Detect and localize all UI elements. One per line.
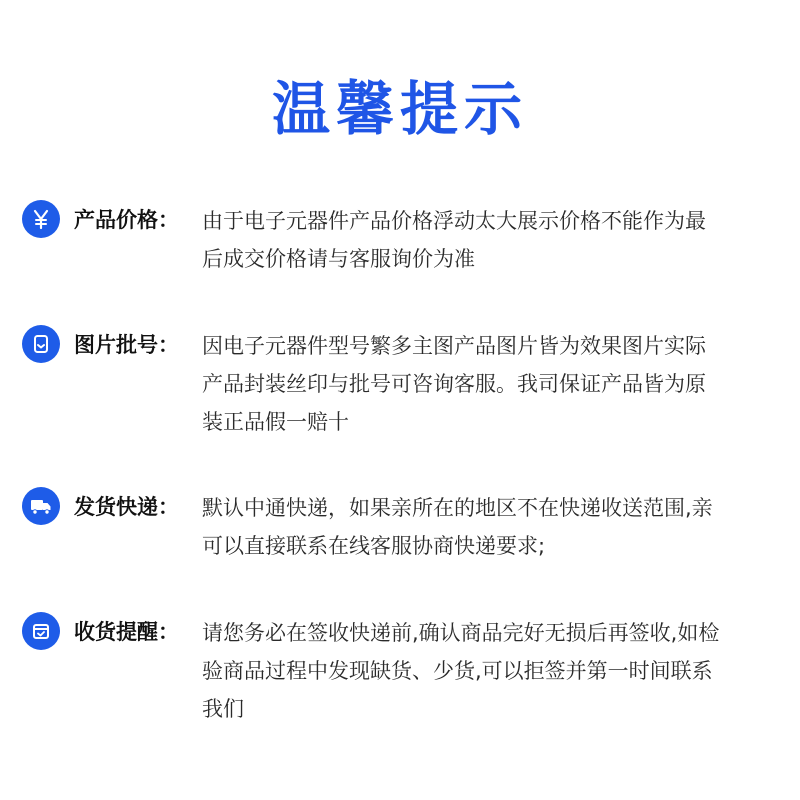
section-label: 图片批号： <box>74 333 179 357</box>
description-line: 可以直接联系在线客服协商快递要求; <box>202 534 546 558</box>
section-description <box>202 202 782 278</box>
yen-icon <box>22 200 60 238</box>
section-description <box>202 614 782 728</box>
description-line: 产品封装丝印与批号可咨询客服。我司保证产品皆为原 <box>202 372 706 396</box>
section-description <box>202 327 782 441</box>
page-title: 温馨提示 <box>271 75 528 143</box>
section-label: 发货快递： <box>74 495 179 519</box>
description-line: 我们 <box>202 697 244 721</box>
truck-icon <box>22 487 60 525</box>
description-line: 请您务必在签收快递前,确认商品完好无损后再签收,如检 <box>202 621 720 645</box>
section-label: 产品价格： <box>74 208 179 232</box>
description-line: 验商品过程中发现缺货、少货,可以拒签并第一时间联系 <box>202 659 713 683</box>
description-line: 由于电子元器件产品价格浮动太大展示价格不能作为最 <box>202 209 706 233</box>
description-line: 因电子元器件型号繁多主图产品图片皆为效果图片实际 <box>202 334 706 358</box>
section-label: 收货提醒： <box>74 620 179 644</box>
description-line: 默认中通快递，如果亲所在的地区不在快递收送范围,亲 <box>202 496 713 520</box>
description-line: 装正品假一赔十 <box>202 410 349 434</box>
section-description <box>202 489 782 565</box>
description-line: 后成交价格请与客服询价为准 <box>202 247 475 271</box>
package-icon <box>22 612 60 650</box>
bookmark-icon <box>22 325 60 363</box>
